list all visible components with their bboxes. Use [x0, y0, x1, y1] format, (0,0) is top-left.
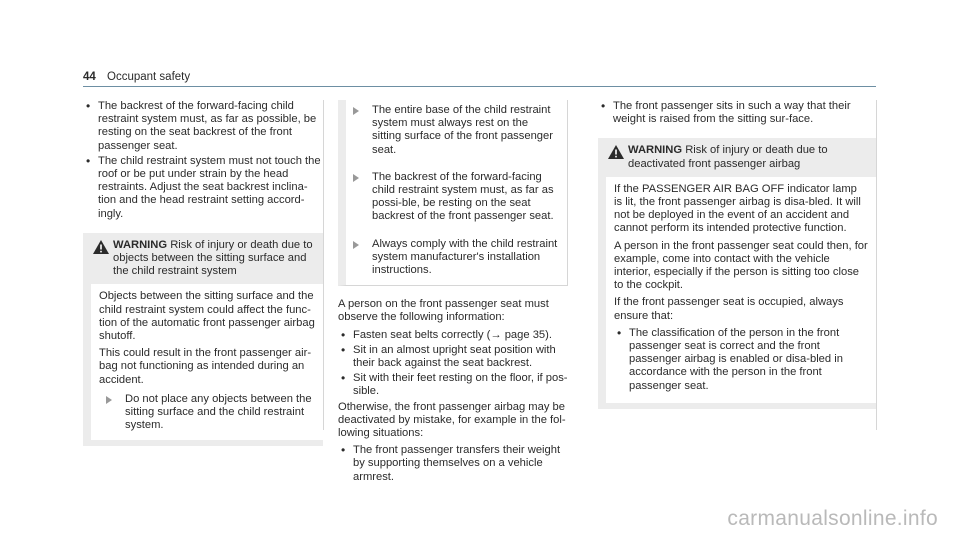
warning-icon — [93, 240, 109, 254]
column-3 — [598, 100, 876, 409]
column-1 — [83, 100, 323, 446]
paragraph: Otherwise, the front passenger airbag may be deactivated by mistake, for example in the fol-lowing situations: — [338, 400, 566, 440]
step-text: Always comply with the child restraint system manufacturer's installation instructions. — [372, 237, 558, 277]
warning-label: WARNING — [628, 144, 683, 157]
step-arrow-icon — [106, 396, 112, 404]
column-divider — [323, 100, 324, 430]
list-item: • Sit in an almost upright seat position with their back against the seat backrest. — [338, 344, 568, 370]
instruction-box — [338, 100, 568, 286]
step-text: The entire base of the child restraint system must always rest on the sitting surface of the front passenger seat. — [372, 104, 553, 156]
bullet-list — [338, 444, 568, 484]
bullet-list — [338, 329, 568, 399]
list-item: • The backrest of the forward-facing child restraint system must, as far as possible, be resting on the seat backrest of the front passenger seat. — [83, 100, 323, 153]
column-divider — [876, 100, 877, 430]
step-text: The backrest of the forward-facing child restraint system must, as far as possi-ble, be resting on the seat backrest of the front passenger seat. — [372, 170, 554, 223]
warning-title: Risk of injury or death due to deactivated front passenger airbag — [628, 144, 828, 170]
warning-box — [83, 233, 323, 447]
bullet-list — [83, 100, 323, 221]
warning-box — [598, 138, 876, 408]
page-number: 44 — [83, 71, 96, 83]
list-item: • The classification of the person in the front passenger seat is correct and the front passenger airbag is enabled or disa-bled in accordance with the person in the front passenger seat. — [614, 327, 868, 393]
step-arrow-icon — [353, 107, 359, 115]
instruction-step — [99, 393, 315, 433]
list-item: • Sit with their feet resting on the floor, if pos-sible. — [338, 372, 568, 398]
instruction-step — [346, 238, 559, 278]
list-item: • The front passenger sits in such a way that their weight is raised from the sitting sur-face. — [598, 100, 876, 126]
column-2 — [338, 100, 568, 486]
step-text: Do not place any objects between the sitting surface and the child restraint system. — [125, 392, 312, 432]
warning-label: WARNING — [113, 238, 168, 251]
warning-text: This could result in the front passenger air-bag not functioning as intended during an accident. — [99, 347, 312, 386]
intro-text: A person on the front passenger seat must observe the following information: — [338, 298, 549, 324]
warning-body — [83, 284, 323, 440]
instruction-step — [346, 104, 559, 157]
bullet-list — [598, 100, 876, 126]
watermark-logo: carmanualsonline.info — [727, 506, 938, 530]
bullet-list — [614, 327, 868, 393]
step-arrow-icon — [353, 174, 359, 182]
warning-text: A person in the front passenger seat could then, for example, come into contact with the vehicle interior, especially if the person is sitting too close to the cockpit. — [614, 239, 868, 292]
list-item: • The child restraint system must not touch the roof or be put under strain by the head restraints. Adjust the seat backrest inclina-tion and the head restraint setting accord-ingly. — [83, 155, 323, 221]
warning-title: Risk of injury or death due to objects between the sitting surface and the child restraint system — [113, 238, 313, 278]
warning-icon — [608, 145, 624, 159]
warning-text: Objects between the sitting surface and the child restraint system could affect the func-tion of the automatic front passenger airbag shutoff. — [99, 290, 315, 343]
list-item: • The front passenger transfers their weight by supporting themselves on a vehicle armrest. — [338, 444, 568, 484]
list-item: • Fasten seat belts correctly (→ page 35). — [338, 329, 568, 342]
instruction-step — [346, 171, 559, 224]
page-header — [83, 71, 190, 84]
header-rule — [83, 86, 876, 87]
warning-heading — [606, 144, 868, 170]
warning-heading — [91, 239, 315, 279]
warning-text: If the PASSENGER AIR BAG OFF indicator lamp is lit, the front passenger airbag is disa-bled. It will not be deployed in the event of an accident and cannot perform its intended protective function. — [614, 182, 861, 235]
warning-text: If the front passenger seat is occupied, always ensure that: — [614, 296, 844, 322]
section-title: Occupant safety — [107, 71, 191, 83]
warning-body — [598, 177, 876, 403]
step-arrow-icon — [353, 241, 359, 249]
